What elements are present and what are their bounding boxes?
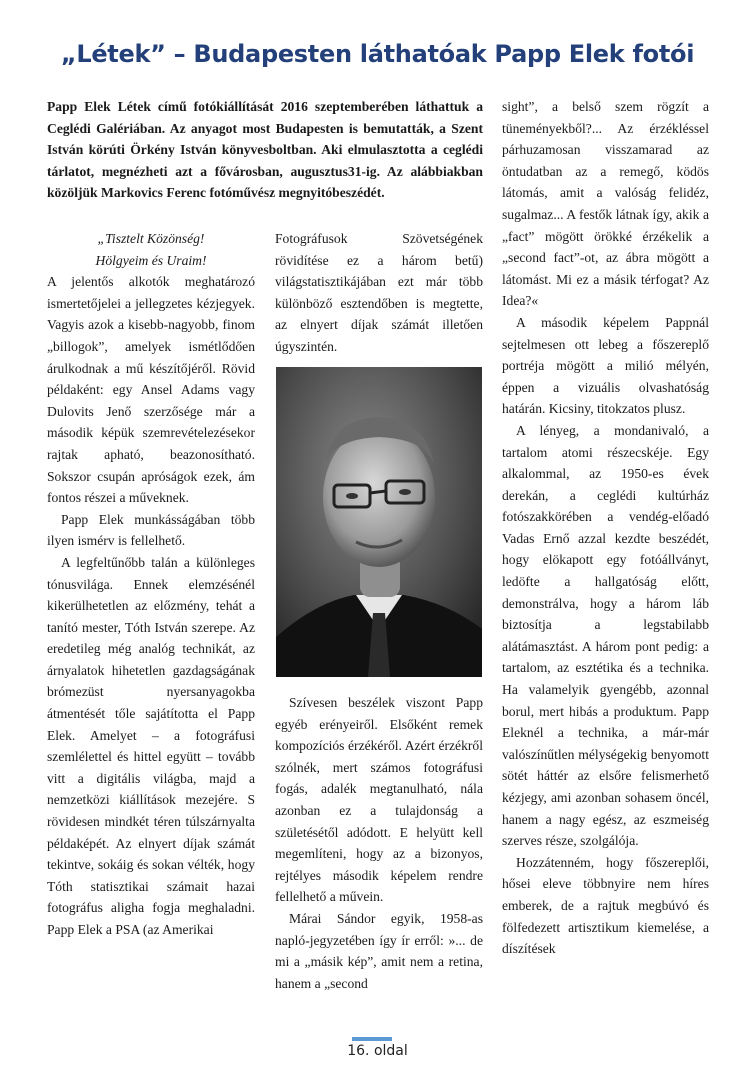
intro-paragraph: Papp Elek Létek című fotókiállítását 2016 szeptemberében láthattuk a Ceglédi Galériában. Az anyagot most Budapesten is bemutatták, a Szent István körúti Örkény István könyvesboltban. Aki elmulasztotta a ceglédi tárlatot, megnézheti azt a fővárosban, augusztus31-ig. Az alábbiakban közöljük Markovics Ferenc fotóművész megnyitóbeszédét.: [47, 99, 483, 201]
paragraph: sight”, a belső szem rögzít a tüneményekből?... Az érzékléssel párhuzamosan visszamarad az öntudatban az a remegő, ködös látomás, amit a valóság felidéz, sugalmaz... A festők látnak így, akik a „fact” mögött örökké érzékelik a „second fact”-ot, az ábra mögött a látomást. Mi ez a másik térfogat? Az Idea?«: [502, 99, 709, 309]
paragraph: A legfeltűnőbb talán a különleges tónusvilága. Ennek elemzésénél kikerülhetetlen az előzmény, tehát a tanító mester, Tóth István szerepe. Az eredetileg még analóg technikát, az árnyalatok hihetetlen gazdagságának brómezüst nyersanyagokba átmentését tőle sajátította el Papp Elek. Amelyet – a fotográfusi szemlélettel és hittel együtt – tovább vitt a digitális világba, majd a nemzetközi kiállítások mezejére. S rövidesen mindkét téren túlszárnyalta példaképét. Az elnyert díjak számát tekintve, sokáig és sokan vélték, hogy Tóth statisztikai számait hazai fotográfus aligha fogja meghaladni. Papp Elek a PSA (az Amerikai: [47, 554, 255, 937]
footer-accent-bar: [352, 1037, 392, 1041]
paragraph: Hozzátenném, hogy főszereplői, hősei eleve többnyire nem híres emberek, de a rajtuk megbúvó és fölfedezett artisztikum kiemelése, a díszítések: [502, 854, 709, 957]
portrait-photo: [276, 367, 482, 677]
paragraph: Márai Sándor egyik, 1958-as napló-jegyzetében így ír erről: »... de mi a „másik kép”, amit nem a retina, hanem a „second: [275, 910, 483, 991]
paragraph: A második képelem Pappnál sejtelmesen ott lebeg a főszereplő portréja mögött a milió mélyén, éppen a vizuális olvashatóság határán. Kicsiny, titokzatos plusz.: [502, 314, 709, 417]
salutation-line: Hölgyeim és Uraim!: [95, 252, 207, 268]
page-number: 16. oldal: [347, 1043, 408, 1059]
paragraph: A jelentős alkotók meghatározó ismertetőjelei a jellegzetes kézjegyek. Vagyis azok a kisebb-nagyobb, finom „billogok”, amelyek ismétlődően árulkodnak a mű készítőjéről. Rövid példaként: egy Ansel Adams vagy Dulovits Jenő szerzősége már a második képük szemrevételezésekor rajtak apható, beazonosítható. Sokszor csupán apróságok ezek, ám fontos részei a műveknek.: [47, 274, 255, 506]
paragraph: Papp Elek munkásságában több ilyen ismérv is fellelhető.: [47, 511, 255, 549]
column-3: [502, 96, 709, 960]
column-2-top: [275, 228, 483, 358]
paragraph: Fotográfusok Szövetségének rövidítése ez a három betű) világstatisztikájában ezt már több különböző esztendőben is megtette, az elnyert díjak számát illetően úgyszintén.: [275, 231, 483, 354]
article-title: „Létek” – Budapesten láthatóak Papp Elek fotói: [60, 40, 695, 68]
column-2-bottom: [275, 692, 483, 994]
paragraph: A lényeg, a mondanivaló, a tartalom atomi részecskéje. Egy alkalommal, az 1950-es évek derekán, a ceglédi kultúrház fotószakkörében a vendég-előadó Vadas Ernő azzal kezdte beszédét, hogy elökapott egy fotóállványt, ledöfte a hallgatóság előtt, demonstrálva, hogy a három láb biztosítja a legstabilabb alátámasztást. A három pont pedig: a tartalom, az esztétika és a technika. Ha valamelyik gyengébb, azonnal borul, mert hibás a produktum. Papp Eleknél a technika, a már-már valószínűtlen mélységekig benyomott sötét háttér az elsőre felismerhető kézjegy, ami azonban sohasem öncél, hanem a nagy egész, az eszmeiség szerves része, szolgálója.: [502, 422, 709, 849]
column-1: [47, 228, 255, 941]
salutation-line: „Tisztelt Közönség!: [97, 231, 205, 246]
article-intro: [47, 96, 483, 204]
portrait-illustration: [276, 367, 482, 677]
paragraph: Szívesen beszélek viszont Papp egyéb erényeiről. Elsőként remek kompozíciós érzékéről. Azért érzékről szólnék, mert számos fotográfusi fogás, adalék megtanulható, nála azonban ez a tulajdonság a születésétől adódott. E helyütt kell megemlíteni, hogy az a bizonyos, rejtélyes második képelem rendre fellelhető a művein.: [275, 695, 483, 905]
